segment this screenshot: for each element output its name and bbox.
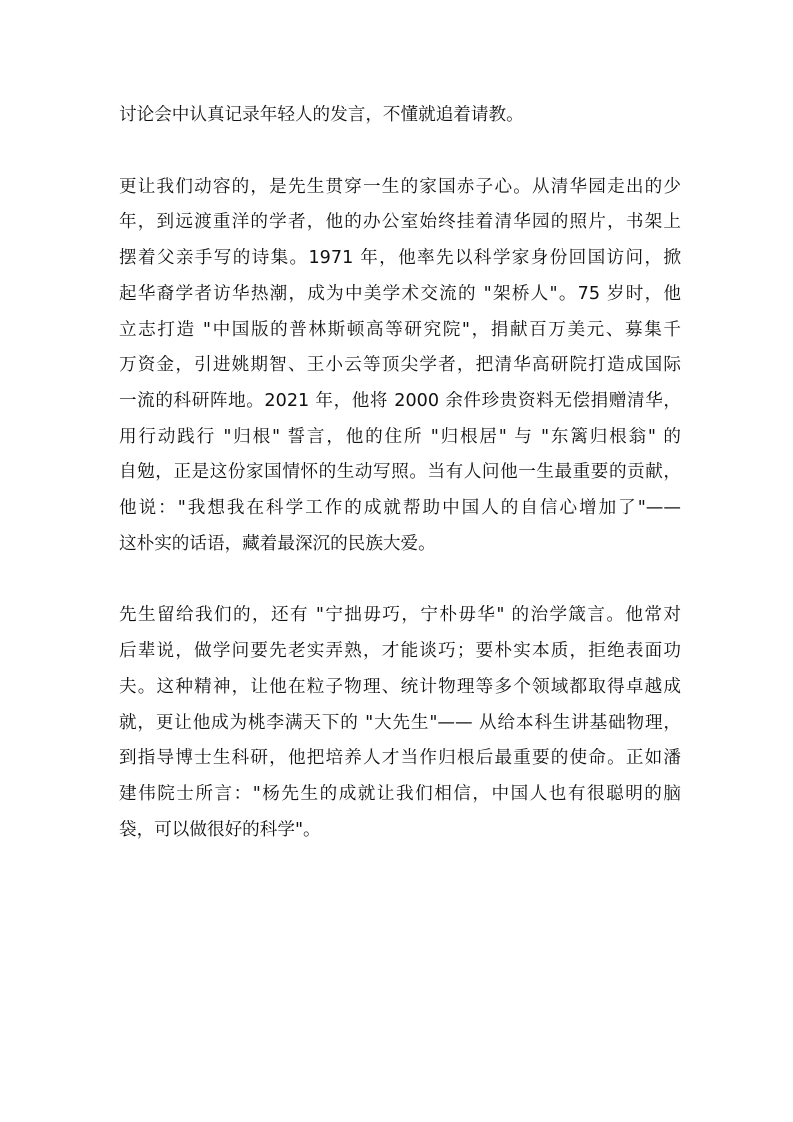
text-line: 夫。这种精神，让他在粒子物理、统计物理等多个领域都取得卓越成 <box>119 676 681 697</box>
paragraph-2 <box>119 170 681 563</box>
text-line: 万资金，引进姚期智、王小云等顶尖学者，把清华高研院打造成国际 <box>119 355 681 376</box>
text-line: 自勉，正是这份家国情怀的生动写照。当有人问他一生最重要的贡献， <box>119 462 681 483</box>
text-line: 这朴实的话语，藏着最深沉的民族大爱。 <box>119 533 436 554</box>
text-line: 后辈说，做学问要先老实弄熟，才能谈巧；要朴实本质，拒绝表面功 <box>119 641 681 662</box>
text-line: 先生留给我们的，还有 "宁拙毋巧，宁朴毋华" 的治学箴言。他常对 <box>119 605 681 626</box>
text-line: 到指导博士生科研，他把培养人才当作归根后最重要的使命。正如潘 <box>119 748 681 769</box>
text-line: 就，更让他成为桃李满天下的 "大先生"—— 从给本科生讲基础物理， <box>119 712 681 733</box>
text-line: 一流的科研阵地。2021 年，他将 2000 余件珍贵资料无偿捐赠清华， <box>119 390 681 411</box>
text-line: 袋，可以做很好的科学"。 <box>119 819 321 840</box>
text-line: 摆着父亲手写的诗集。1971 年，他率先以科学家身份回国访问，掀 <box>119 248 681 269</box>
text-line: 建伟院士所言："杨先生的成就让我们相信，中国人也有很聪明的脑 <box>119 783 681 804</box>
text-line: 讨论会中认真记录年轻人的发言，不懂就追着请教。 <box>119 105 524 125</box>
document-body <box>119 98 681 848</box>
text-line: 更让我们动容的，是先生贯穿一生的家国赤子心。从清华园走出的少 <box>119 176 681 197</box>
text-line: 用行动践行 "归根" 誓言，他的住所 "归根居" 与 "东篱归根翁" 的 <box>119 426 681 447</box>
text-line: 年，到远渡重洋的学者，他的办公室始终挂着清华园的照片，书架上 <box>119 212 681 233</box>
paragraph-3 <box>119 598 681 848</box>
text-line: 立志打造 "中国版的普林斯顿高等研究院"，捐献百万美元、募集千 <box>119 319 681 340</box>
text-line: 起华裔学者访华热潮，成为中美学术交流的 "架桥人"。75 岁时，他 <box>119 283 681 304</box>
text-line: 他说："我想我在科学工作的成就帮助中国人的自信心增加了"—— <box>119 498 681 519</box>
paragraph-1 <box>119 98 681 134</box>
